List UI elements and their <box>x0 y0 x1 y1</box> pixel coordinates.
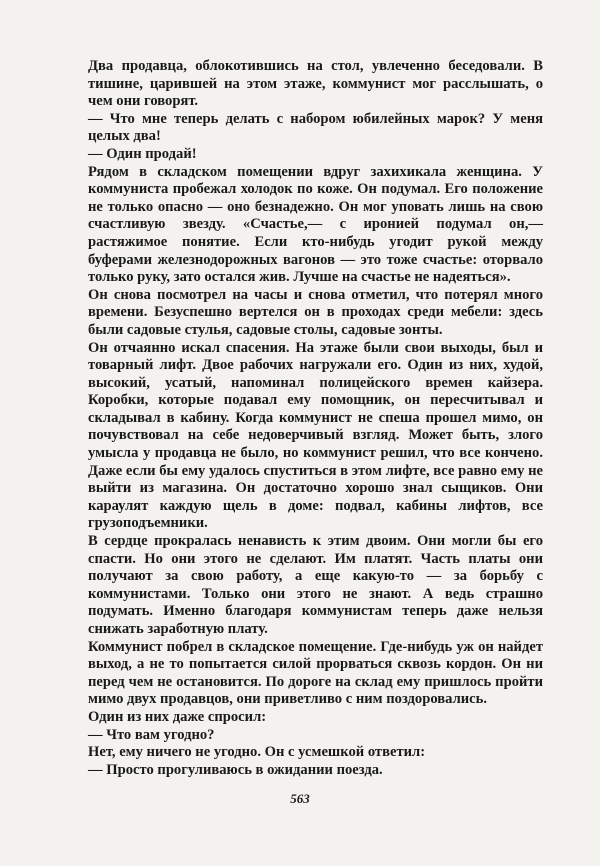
paragraph-7: В сердце прокралась ненависть к этим двоим. Они могли бы его спасти. Но они этого не сделают. Им платят. Часть платы они получают за свою работу, а еще какую-то — за борьбу с коммунистами. Только они этого не знают. А ведь страшно подумать. Именно благодаря коммунистам теперь даже нельзя снижать заработную плату. <box>88 533 543 637</box>
paragraph-4: Рядом в складском помещении вдруг захихикала женщина. У коммуниста пробежал холодок по коже. Он подумал. Его положение не только опасно — оно безнадежно. Он мог уповать лишь на свою счастливую звезду. «Счастье,— с иронией подумал он,— растяжимое понятие. Если кто-нибудь угодит рукой между буферами железнодорожных вагонов — это тоже счастье: оторвало только руку, зато остался жив. Лучше на счастье не надеяться». <box>88 163 543 286</box>
paragraph-5: Он снова посмотрел на часы и снова отметил, что потерял много времени. Безуспешно вертелся он в проходах среди мебели: здесь были садовые стулья, садовые столы, садовые зонты. <box>88 286 543 338</box>
page-number: 563 <box>290 791 310 806</box>
paragraph-11: Нет, ему ничего не угодно. Он с усмешкой ответил: <box>88 744 426 761</box>
paragraph-3: — Один продай! <box>88 145 197 162</box>
paragraph-1: Два продавца, облокотившись на стол, увлеченно беседовали. В тишине, царившей на этом этаже, коммунист мог расслышать, о чем они говорят. <box>88 58 543 110</box>
paragraph-9: Один из них даже спросил: <box>88 708 267 725</box>
paragraph-8: Коммунист побрел в складское помещение. Где-нибудь уж он найдет выход, а не то попытается силой прорваться сквозь кордон. Он ни перед чем не остановится. По дороге на склад ему пришлось пройти мимо двух продавцов, они приветливо с ним поздоровались. <box>88 638 543 708</box>
paragraph-2: — Что мне теперь делать с набором юбилейных марок? У меня целых два! <box>88 110 543 145</box>
paragraph-10: — Что вам угодно? <box>88 726 215 743</box>
paragraph-12: — Просто прогуливаюсь в ожидании поезда. <box>88 761 383 778</box>
paragraph-6: Он отчаянно искал спасения. На этаже были свои выходы, был и товарный лифт. Двое рабочих нагружали его. Один из них, худой, высокий, усатый, напоминал полицейского времен кайзера. Коробки, которые подавал ему помощник, он пересчитывал и складывал в кабину. Когда коммунист не спеша прошел мимо, он почувствовал на себе недоверчивый взгляд. Может быть, злого умысла у продавца не было, но коммунист решил, что все кончено. Даже если бы ему удалось спуститься в этом лифте, все равно ему не выйти из магазина. Он достаточно хорошо знал сыщиков. Они караулят каждую щель в доме: подвал, кабины лифтов, все грузоподъемники. <box>88 339 543 532</box>
body-text <box>88 58 543 779</box>
